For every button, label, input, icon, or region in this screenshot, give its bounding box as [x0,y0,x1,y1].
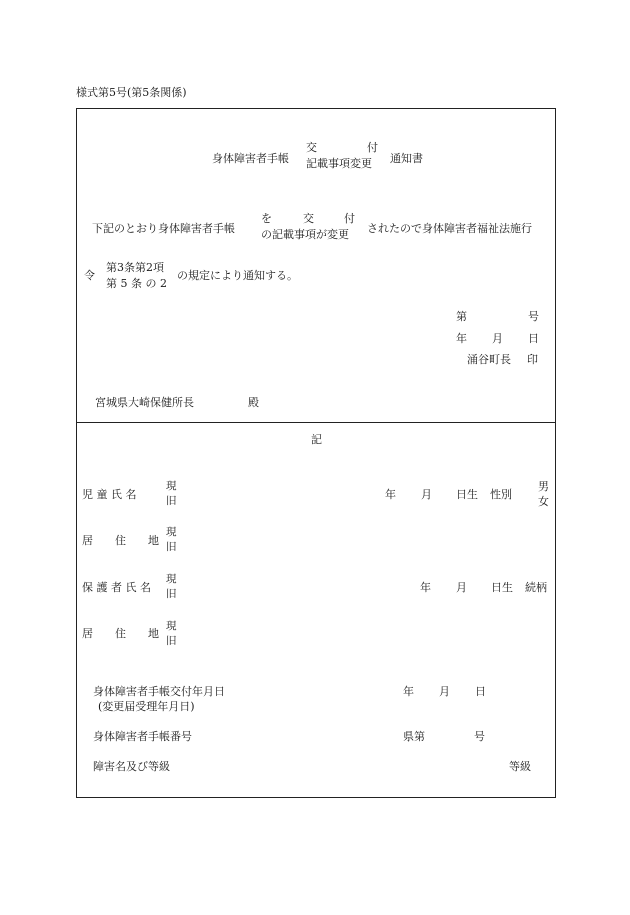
child-sex-label: 性別 [490,488,512,501]
body-line1-suffix: されたので身体障害者福祉法施行 [367,222,532,235]
child-residence-former: 旧 [166,541,177,553]
issue-date-year: 年 [403,685,414,698]
body-option-issue-a: 交 [303,212,314,225]
disability-grade: 等級 [509,760,531,773]
cert-number-suffix: 号 [474,730,485,743]
child-birth-day: 日生 [456,488,478,501]
child-birth-month: 月 [421,488,432,501]
issue-number-suffix: 号 [528,310,539,323]
title-option-issue-a: 交 [306,141,317,154]
guardian-birth-day: 日生 [491,581,513,594]
issue-date-label: 身体障害者手帳交付年月日 [93,685,225,698]
guardian-residence-former: 旧 [166,635,177,647]
guardian-residence-current: 現 [166,620,177,632]
child-residence-current: 現 [166,526,177,538]
cert-number-label: 身体障害者手帳番号 [93,730,192,743]
body-line1-prefix: 下記のとおり身体障害者手帳 [92,222,235,235]
body-article-b: 第 5 条 の 2 [106,277,167,290]
child-residence-label: 居 住 地 [82,534,159,547]
guardian-birth-year: 年 [420,581,431,594]
addressee-name: 宮城県大崎保健所長 [95,396,194,409]
sex-female: 女 [538,495,549,508]
sex-male: 男 [538,480,549,493]
issue-date-day: 日 [475,685,486,698]
issue-date-sublabel: (変更届受理年月日) [98,700,195,713]
record-heading: 記 [311,433,322,446]
cert-number-prefecture: 県第 [403,730,425,743]
form-number-label: 様式第5号(第5条関係) [76,86,187,99]
guardian-residence-label: 居 住 地 [82,627,159,640]
issue-date-month: 月 [439,685,450,698]
child-name-former: 旧 [166,495,177,507]
body-option-change: の記載事項が変更 [261,228,349,241]
guardian-birth-month: 月 [456,581,467,594]
body-article-a: 第3条第2項 [106,261,164,274]
section-divider [76,422,556,423]
body-line2-suffix: の規定により通知する。 [177,269,298,282]
issue-month: 月 [492,332,503,345]
disability-label: 障害名及び等級 [93,760,170,773]
child-name-current: 現 [166,480,177,492]
body-option-wo: を [261,212,272,225]
issue-year: 年 [456,332,467,345]
body-line2-prefix: 令 [84,269,95,282]
child-birth-year: 年 [385,488,396,501]
title-option-change: 記載事項変更 [306,157,372,170]
addressee-honorific: 殿 [248,396,259,409]
issue-day: 日 [528,332,539,345]
guardian-name-former: 旧 [166,588,177,600]
title-option-issue-b: 付 [367,141,378,154]
guardian-name-current: 現 [166,573,177,585]
child-name-label: 児 童 氏 名 [82,488,137,501]
guardian-relationship-label: 続柄 [525,581,547,594]
issuer-mayor: 涌谷町長 [467,353,511,366]
title-suffix: 通知書 [390,152,423,165]
title-prefix: 身体障害者手帳 [212,152,289,165]
body-option-issue-b: 付 [344,212,355,225]
issue-number-prefix: 第 [456,310,467,323]
issuer-seal: 印 [527,353,538,366]
guardian-name-label: 保 護 者 氏 名 [82,581,151,594]
